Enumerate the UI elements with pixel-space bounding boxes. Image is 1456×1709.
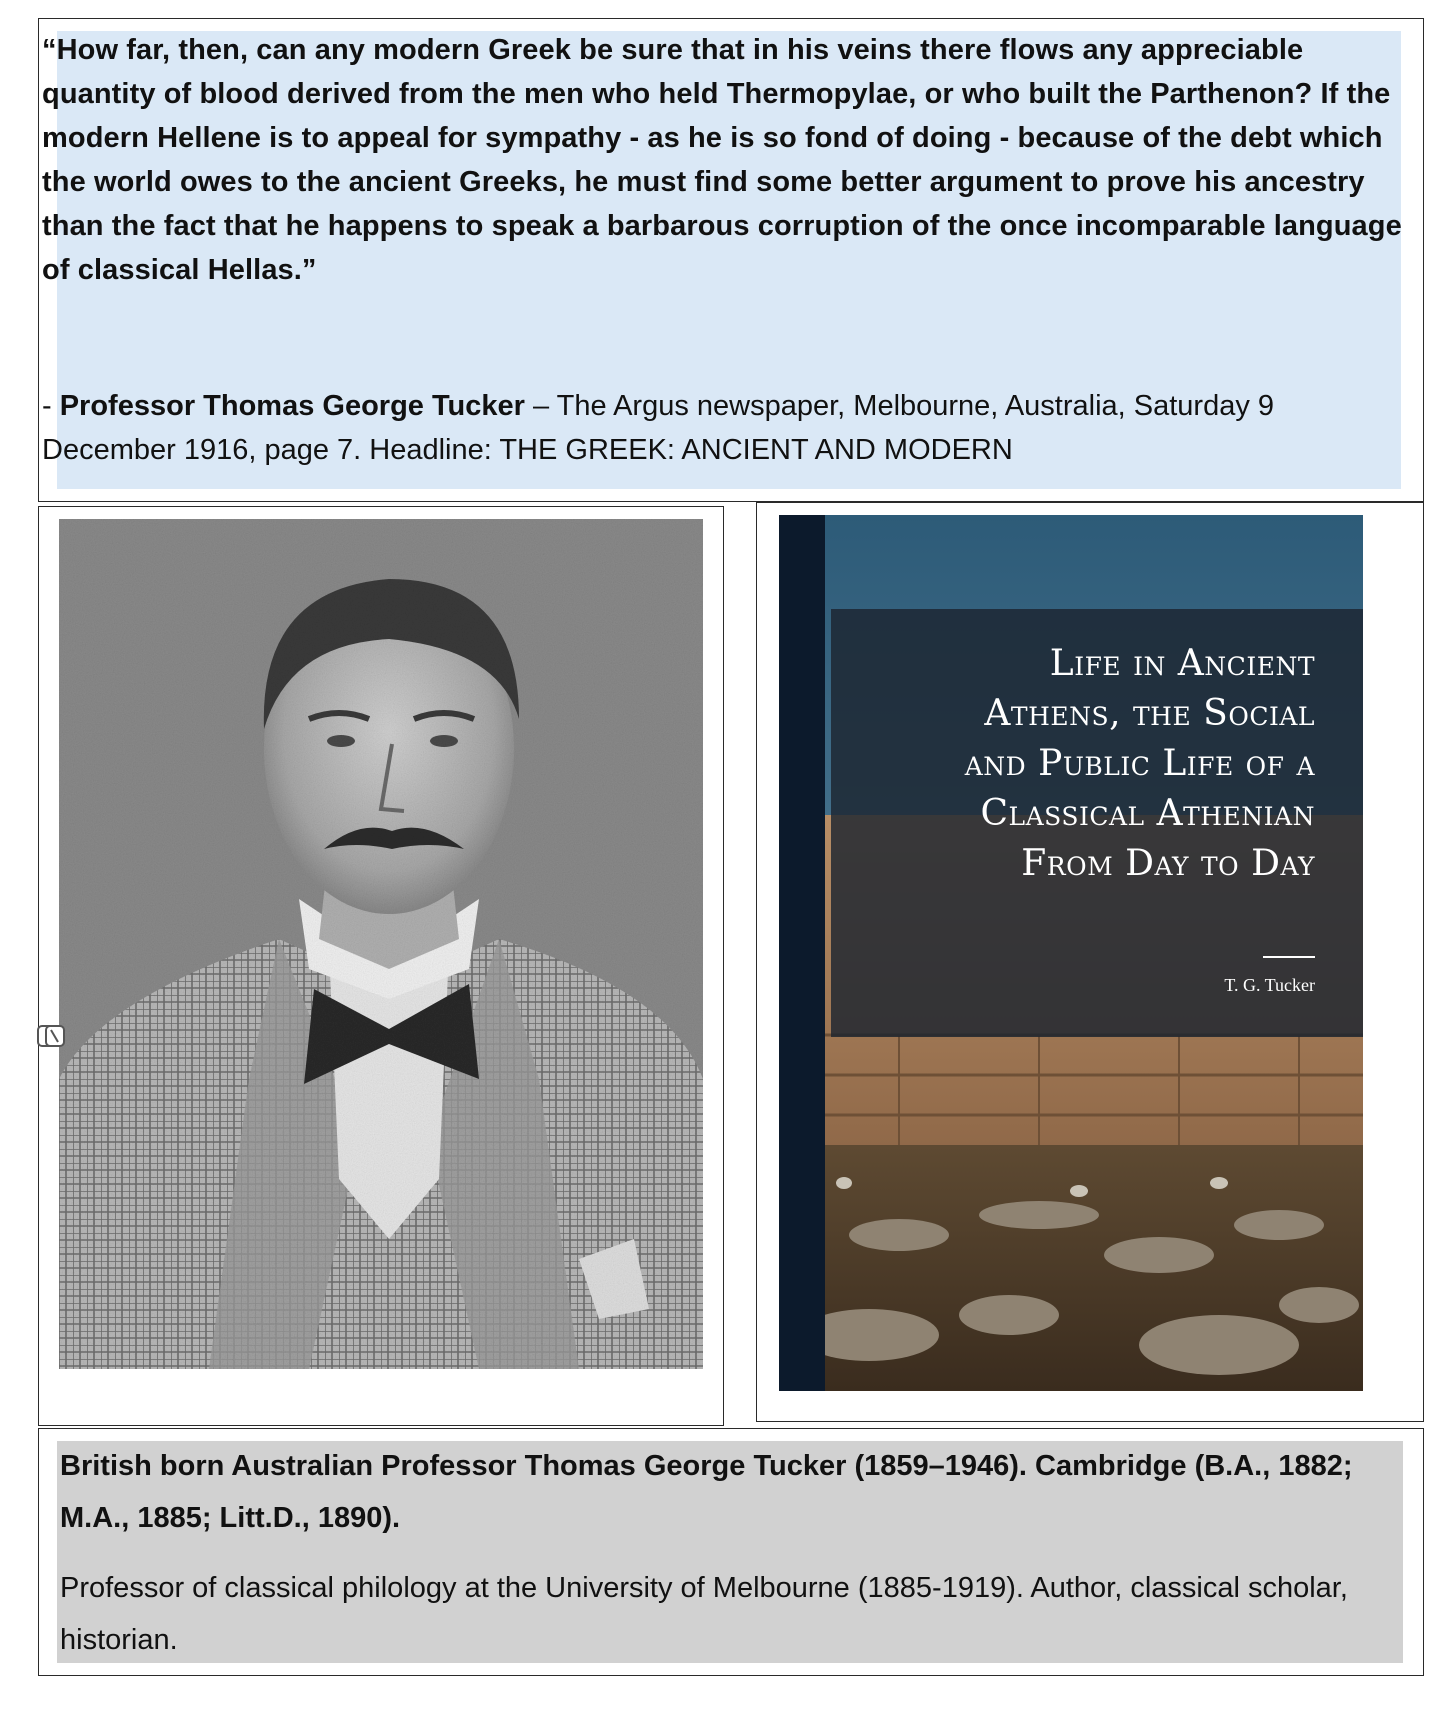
- quote-text: “How far, then, can any modern Greek be sure that in his veins there flows any appreciable quantity of blood derived from the men who held Thermopylae, or who built the Parthenon? If the modern Hellene is to appeal for sympathy - as he is so fond of doing - because of the debt which the world owes to the ancient Greeks, he must find some better argument to prove his ancestry than the fact that he happens to speak a barbarous corruption of the once incomparable language of classical Hellas.”: [42, 34, 1402, 286]
- caption-description: Professor of classical philology at the University of Melbourne (1885-1919). Author, classical scholar, historian.: [60, 1572, 1348, 1656]
- cover-spine: [779, 515, 825, 1391]
- book-cover-panel: [756, 502, 1424, 1422]
- quote-citation: [42, 384, 1402, 472]
- citation-author: Professor Thomas George Tucker: [59, 390, 525, 422]
- cover-divider: [1263, 956, 1315, 958]
- citation-source: – The Argus newspaper, Melbourne, Australia, Saturday 9 December 1916, page 7. Headline: THE GREEK: ANCIENT AND MODERN: [42, 390, 1275, 466]
- caption-headline: British born Australian Professor Thomas George Tucker (1859–1946). Cambridge (B.A., 1882; M.A., 1885; Litt.D., 1890).: [60, 1450, 1353, 1534]
- cover-title-panel: [831, 609, 1363, 1037]
- citation-prefix: -: [42, 390, 60, 422]
- book-cover: [779, 515, 1363, 1391]
- book-author: T. G. Tucker: [1224, 975, 1315, 995]
- book-title: Life in Ancient Athens, the Social and Public Life of a Classical Athenian From Day to Day: [964, 643, 1315, 884]
- portrait-panel: [38, 506, 724, 1426]
- scroll-handle-icon[interactable]: [36, 1022, 66, 1050]
- portrait-photo: [59, 519, 703, 1369]
